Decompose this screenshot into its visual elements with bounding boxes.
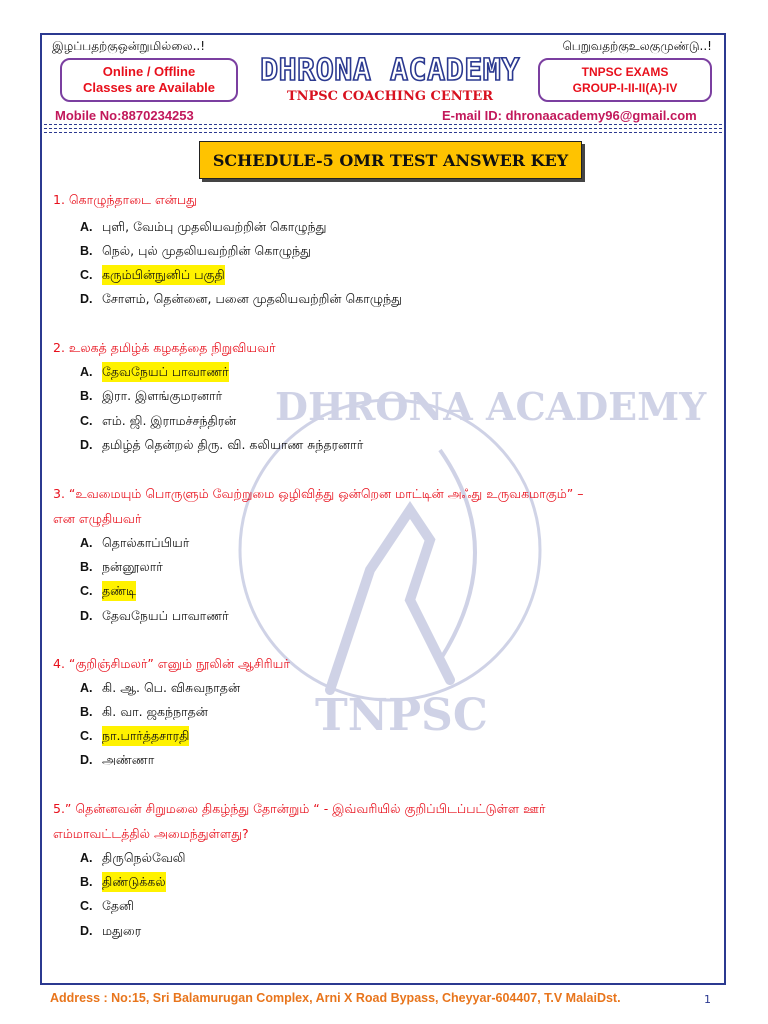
- q2-option-d: [80, 435, 363, 455]
- option-key: D.: [80, 924, 93, 938]
- q3-option-a: [80, 533, 189, 553]
- option-text: நன்னூலார்: [102, 559, 163, 574]
- option-key: B.: [80, 389, 93, 403]
- option-text: சோளம், தென்னை, பனை முதலியவற்றின் கொழுந்து: [102, 291, 402, 306]
- q2-option-c: [80, 411, 236, 431]
- q3-option-d: [80, 606, 229, 626]
- mobile-number: Mobile No:8870234253: [55, 108, 194, 123]
- option-key: A.: [80, 851, 93, 865]
- header-divider-3: [44, 132, 722, 133]
- academy-name: DHRONA ACADEMY: [260, 53, 520, 88]
- option-text: எம். ஜி. இராமச்சந்திரன்: [102, 413, 237, 428]
- question-2: 2. உலகத் தமிழ்க் கழகத்தை நிறுவியவர்: [53, 340, 276, 355]
- q4-option-d: [80, 750, 154, 770]
- question-5-continued: எம்மாவட்டத்தில் அமைந்துள்ளது?: [53, 826, 249, 841]
- correct-answer-text: கரும்பின்நுனிப் பகுதி: [102, 265, 225, 285]
- page-title: SCHEDULE-5 OMR TEST ANSWER KEY: [199, 141, 582, 179]
- q4-option-b: [80, 702, 208, 722]
- option-key: C.: [80, 268, 93, 282]
- motto-right: பெறுவதற்குஉலகுமுண்டு..!: [562, 39, 712, 53]
- option-key: B.: [80, 560, 93, 574]
- option-text: மதுரை: [102, 923, 142, 938]
- academy-tagline: TNPSC COACHING CENTER: [286, 89, 494, 104]
- option-text: தேனி: [102, 898, 134, 913]
- q4-option-a: [80, 678, 240, 698]
- option-key: A.: [80, 536, 93, 550]
- correct-answer-text: தேவநேயப் பாவாணர்: [102, 362, 229, 382]
- question-4: 4. “குறிஞ்சிமலர்” எனும் நூலின் ஆசிரியர்: [53, 656, 290, 671]
- option-key: C.: [80, 899, 93, 913]
- option-key: B.: [80, 705, 93, 719]
- email-address: E-mail ID: dhronaacademy96@gmail.com: [442, 108, 697, 123]
- option-text: நெல், புல் முதலியவற்றின் கொழுந்து: [102, 243, 311, 258]
- option-text: கி. ஆ. பெ. விசுவநாதன்: [102, 680, 241, 695]
- option-key: D.: [80, 292, 93, 306]
- q5-option-b: [80, 872, 166, 892]
- watermark-text-top: DHRONA ACADEMY: [275, 384, 707, 429]
- option-text: அண்ணா: [102, 752, 155, 767]
- option-text: இரா. இளங்குமரனார்: [102, 388, 223, 403]
- q1-option-b: [80, 241, 311, 261]
- question-3: 3. “உவமையும் பொருளும் வேற்றுமை ஒழிவித்து ஒன்றென மாட்டின் அஃது உருவகமாகும்” –: [53, 486, 584, 501]
- exams-badge-line-2: GROUP-I-II-II(A)-IV: [572, 81, 678, 95]
- option-key: B.: [80, 875, 93, 889]
- option-key: C.: [80, 729, 93, 743]
- question-1: 1. கொழுந்தாடை என்பது: [53, 192, 197, 207]
- correct-answer-text: திண்டுக்கல்: [102, 872, 166, 892]
- q4-option-c: [80, 726, 189, 746]
- option-key: C.: [80, 584, 93, 598]
- option-key: B.: [80, 244, 93, 258]
- question-3-continued: என எழுதியவர்: [53, 511, 142, 526]
- option-text: கி. வா. ஜகந்நாதன்: [102, 704, 208, 719]
- option-key: A.: [80, 681, 93, 695]
- classes-badge: [60, 58, 238, 102]
- question-5: 5.” தென்னவன் சிறுமலை திகழ்ந்து தோன்றும் “ - இவ்வரியில் குறிப்பிடப்பட்டுள்ள ஊர்: [53, 801, 546, 816]
- exams-badge-line-1: TNPSC EXAMS: [581, 65, 669, 79]
- q3-option-b: [80, 557, 163, 577]
- page-number: 1: [704, 993, 711, 1006]
- correct-answer-text: நா.பார்த்தசாரதி: [102, 726, 189, 746]
- option-text: புளி, வேம்பு முதலியவற்றின் கொழுந்து: [102, 219, 327, 234]
- option-text: தொல்காப்பியர்: [102, 535, 190, 550]
- option-key: A.: [80, 220, 93, 234]
- option-text: தமிழ்த் தென்றல் திரு. வி. கலியாண சுந்தரனார்: [102, 437, 364, 452]
- footer-address: Address : No:15, Sri Balamurugan Complex, Arni X Road Bypass, Cheyyar-604407, T.V MalaiDst.: [50, 991, 621, 1005]
- q2-option-b: [80, 386, 222, 406]
- option-key: D.: [80, 609, 93, 623]
- q1-option-a: [80, 217, 327, 237]
- option-key: D.: [80, 753, 93, 767]
- option-key: D.: [80, 438, 93, 452]
- classes-badge-line-2: Classes are Available: [82, 80, 215, 95]
- q2-option-a: [80, 362, 229, 382]
- option-key: A.: [80, 365, 93, 379]
- q5-option-a: [80, 848, 186, 868]
- header-divider-1: [44, 124, 722, 125]
- q5-option-d: [80, 921, 141, 941]
- correct-answer-text: தண்டி: [102, 581, 136, 601]
- q1-option-c: [80, 265, 225, 285]
- q3-option-c: [80, 581, 136, 601]
- classes-badge-line-1: Online / Offline: [102, 64, 196, 79]
- motto-left: இழப்பதற்குஒன்றுமில்லை..!: [52, 39, 206, 53]
- header-divider-2: [44, 128, 722, 129]
- watermark-text-bottom: TNPSC: [315, 690, 488, 741]
- option-key: C.: [80, 414, 93, 428]
- q1-option-d: [80, 289, 402, 309]
- exams-badge: [538, 58, 712, 102]
- option-text: தேவநேயப் பாவாணர்: [102, 608, 229, 623]
- option-text: திருநெல்வேலி: [102, 850, 186, 865]
- q5-option-c: [80, 896, 134, 916]
